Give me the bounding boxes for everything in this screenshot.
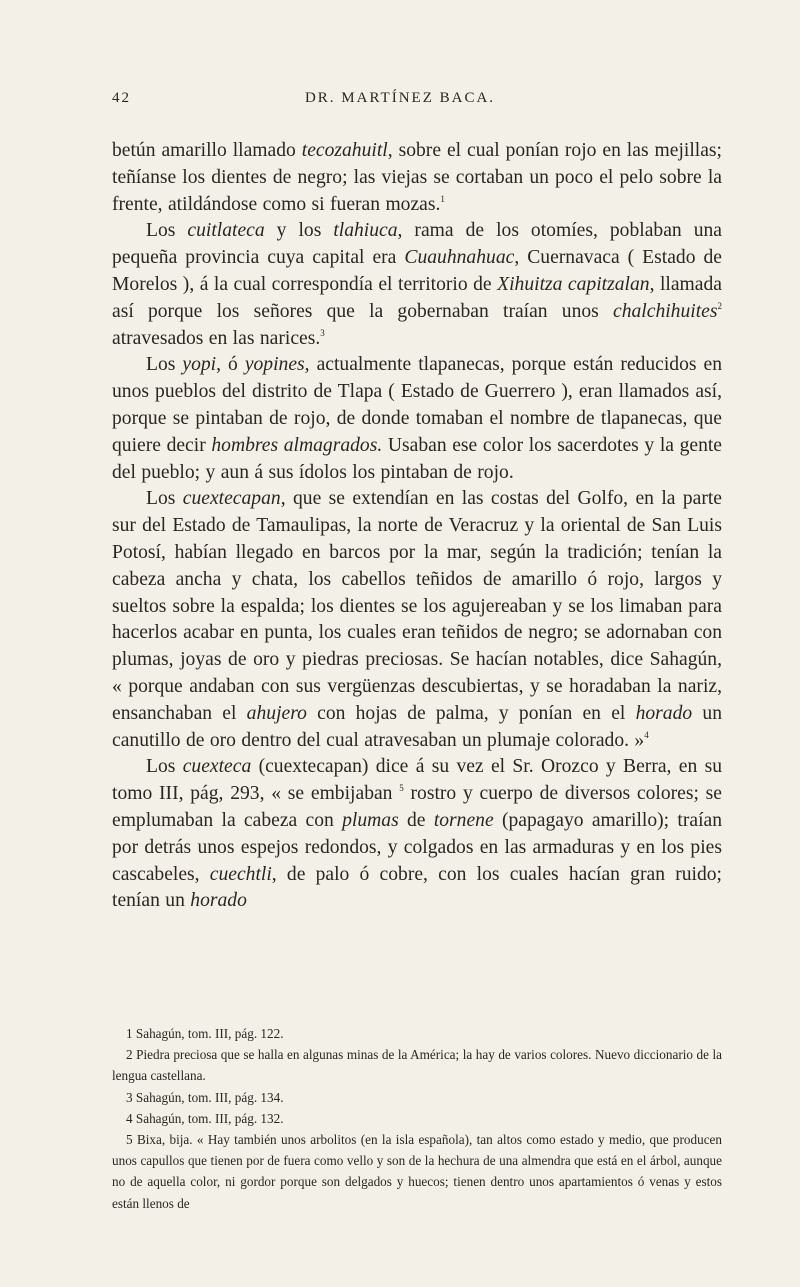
running-head — [0, 88, 800, 110]
page-number: 42 — [112, 90, 131, 106]
italic-term: cuextecapan — [182, 488, 281, 510]
italic-term: yopines — [244, 354, 305, 376]
italic-term: Cuauhnahuac — [404, 247, 515, 269]
text-run: , llamada así porque los señores que la gobernaban traían unos — [112, 273, 722, 322]
text-run: betún amarillo llamado — [112, 140, 302, 161]
footnote: 2 Piedra preciosa que se halla en algunas minas de la América; la hay de varios colores. Nuevo diccionario de la lengua castellana. — [112, 1047, 722, 1084]
running-title: DR. MARTÍNEZ BACA. — [304, 90, 496, 106]
text-run: , ó — [216, 354, 245, 376]
text-run: , de palo ó cobre, con los cuales hacían gran ruido; tenían un — [112, 863, 722, 912]
italic-term: Xihuitza capitzalan — [497, 273, 650, 295]
text-run: con hojas de palma, y ponían en el — [306, 702, 636, 724]
italic-term: cuitlateca — [187, 220, 265, 242]
italic-term: tecozahuitl — [301, 140, 388, 161]
text-run: Los — [146, 488, 183, 510]
text-run: , que se extendían en las costas del Golfo, en la parte sur del Estado de Tamaulipas, la norte de Veracruz y la oriental de San Luis Potosí, habían llegado en barcos por la mar, según la tradición; tenían la cabeza ancha y chata, los cabellos teñidos de amarillo ó rojo, largos y sueltos sobre la espalda; los dientes se los agujereaban y se los limaban para hacerlos acabar en punta, los cuales eran teñidos de negro; se adornaban con plumas, joyas de oro y piedras preciosas. Se hacían notables, dice Sahagún, « porque andaban con sus vergüenzas descubiertas, y se horadaban la nariz, ensanchaban el — [112, 488, 723, 724]
footnote-ref: 5 — [399, 783, 404, 794]
footnote-ref: 1 — [440, 193, 445, 204]
paragraph — [112, 754, 722, 915]
text-run: , sobre el cual ponían rojo en las mejillas; teñíanse los dientes de negro; las viejas se cortaban un poco el pelo sobre la frente, atildándose como si fueran mozas. — [112, 140, 722, 215]
text-run: Usaban ese color los sacerdotes y la gente del pueblo; y aun á sus ídolos los pintaban de rojo. — [112, 434, 723, 483]
text-run: (cuextecapan) dice á su vez el Sr. Orozco y Berra, en su tomo III, pág, 293, « se embijaban — [112, 756, 723, 805]
body-text — [112, 138, 722, 915]
text-run: atravesados en las narices. — [112, 327, 321, 349]
italic-term: cuechtli — [209, 863, 272, 885]
italic-term: yopi — [182, 354, 217, 376]
italic-term: cuexteca — [182, 756, 252, 778]
text-run: , Cuernavaca ( Estado de Morelos ), á la cual correspondía el territorio de — [112, 247, 723, 295]
paragraph — [112, 218, 722, 352]
footnotes — [112, 1023, 722, 1214]
text-run: y los — [264, 220, 334, 242]
text-run: de — [398, 809, 434, 831]
italic-term: plumas — [342, 809, 399, 831]
text-run: un canutillo de oro dentro del cual atravesaban un plumaje colorado. » — [112, 702, 722, 751]
italic-term: tlahiuca — [333, 220, 398, 242]
footnote: 4 Sahagún, tom. III, pág. 132. — [126, 1110, 284, 1126]
paragraph — [112, 352, 722, 486]
italic-term: ahujero — [246, 702, 307, 724]
footnote-ref: 2 — [717, 300, 722, 311]
text-run: , actualmente tlapanecas, porque están reducidos en unos pueblos del distrito de Tlapa ( Estado de Guerrero ), eran llamados así, porque se pintaban de rojo, de donde tomaban el nombre de tlapanecas, que quiere decir — [112, 354, 722, 456]
text-run: Los — [146, 354, 183, 376]
text-run: rostro y cuerpo de diversos colores; se emplumaban la cabeza con — [112, 783, 722, 831]
text-run: , rama de los otomíes, poblaban una pequeña provincia cuya capital era — [112, 220, 722, 269]
footnote: 1 Sahagún, tom. III, pág. 122. — [126, 1026, 284, 1041]
footnote-ref: 3 — [320, 327, 325, 338]
italic-term: horado — [190, 890, 247, 912]
paragraph — [112, 486, 722, 754]
paragraph — [112, 138, 722, 218]
italic-term: horado — [635, 702, 693, 724]
footnote-ref: 4 — [644, 729, 649, 740]
footnote: 5 Bixa, bija. « Hay también unos arbolitos (en la isla española), tan altos como estado y medio, que producen unos capullos que tienen por de fuera como vello y son de la hechura de una almendra que está en el árbol, aunque no de aquella color, ni gordor porque son delgados y huecos; tienen dentro unos apartamientos ó venas y estos están llenos de — [112, 1132, 722, 1211]
italic-term: tornene — [433, 809, 494, 831]
italic-term: hombres almagrados. — [211, 434, 383, 456]
text-run: Los — [146, 756, 183, 778]
italic-term: chalchihuites — [613, 300, 718, 322]
text-run: (papagayo amarillo); traían por detrás unos espejos redondos, y colgados en las armaduras y en los pies cascabeles, — [112, 809, 723, 885]
text-run: Los — [146, 220, 188, 242]
footnote: 3 Sahagún, tom. III, pág. 134. — [126, 1089, 284, 1105]
